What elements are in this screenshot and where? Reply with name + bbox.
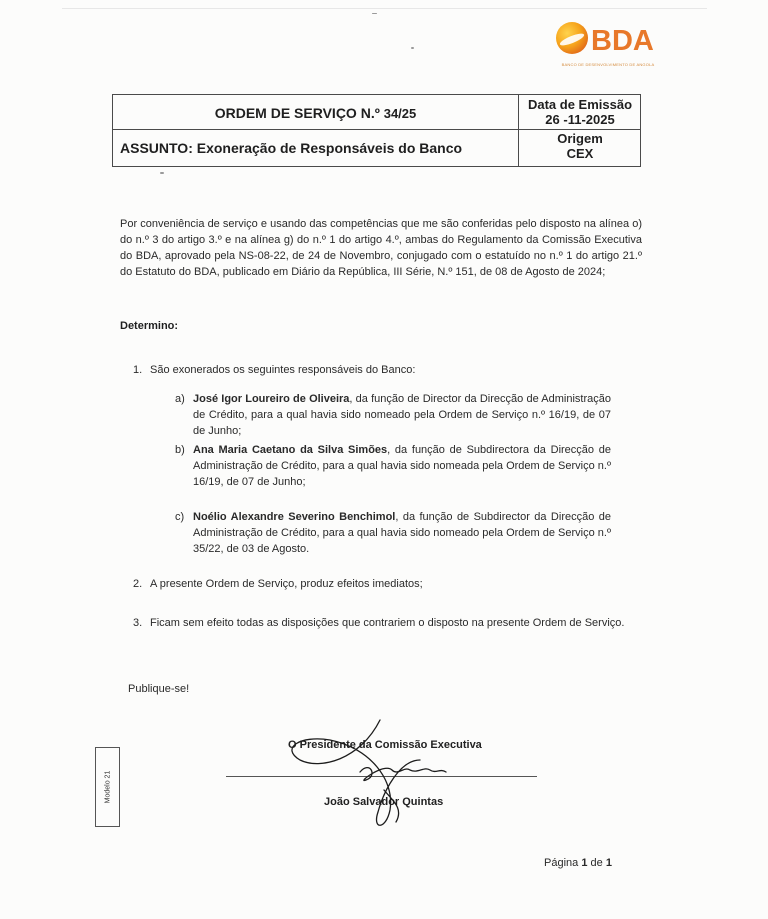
list-item-index: 3. xyxy=(133,617,143,629)
sub-item-name: Noélio Alexandre Severino Benchimol xyxy=(193,511,396,523)
determino-heading: Determino: xyxy=(120,320,179,332)
page-current: 1 xyxy=(581,857,588,869)
scan-speck xyxy=(411,47,414,49)
sub-item-letter: c) xyxy=(175,511,185,523)
sub-item-text: , da função de Subdirector da Direcção de Administração de Crédito, para a qual havia sido nomeado pela Ordem de Serviço n.º 35/22, de 03 de Agosto. xyxy=(193,511,611,555)
bda-logo-mark xyxy=(556,22,588,54)
sub-item-letter: b) xyxy=(175,444,185,456)
signatory-name: João Salvador Quintas xyxy=(324,796,444,808)
list-item xyxy=(133,362,415,378)
sub-item-name: Ana Maria Caetano da Silva Simões xyxy=(193,444,388,456)
list-item-index: 2. xyxy=(133,578,143,590)
top-edge-line xyxy=(62,8,707,9)
page-number xyxy=(544,857,612,869)
signatory-title: O Presidente da Comissão Executiva xyxy=(288,739,482,751)
origin-value: CEX xyxy=(566,146,594,161)
sub-item-letter: a) xyxy=(175,393,185,405)
intro-paragraph: Por conveniência de serviço e usando das competências que me são conferidas pelo disposto na alínea o) do n.º 3 do artigo 3.º e na alínea g) do n.º 1 do artigo 4.º, ambas do Regulamento da Comissão Executiva do BDA, aprovado pela NS-08-22, de 24 de Novembro, conjugado com o estatuído no n.º 1 do artigo 21.º do Estatuto do BDA, publicado em Diário da República, III Série, N.º 151, de 08 de Agosto de 2024; xyxy=(120,218,642,278)
order-title xyxy=(113,95,518,129)
sub-item-text: , da função de Director da Direcção de Administração de Crédito, para a qual havia sido nomeado pela Ordem de Serviço n.º 16/19, de 07 de Junho; xyxy=(193,393,611,437)
list-item xyxy=(133,615,624,631)
sub-item xyxy=(175,391,611,439)
header-table xyxy=(112,94,641,167)
list-item-text: Ficam sem efeito todas as disposições que contrariem o disposto na presente Ordem de Serviço. xyxy=(150,617,625,629)
list-item-index: 1. xyxy=(133,364,143,376)
page-of: de xyxy=(590,857,603,869)
list-item-text: São exonerados os seguintes responsáveis do Banco: xyxy=(150,364,416,376)
sub-item xyxy=(175,442,611,490)
signature-line xyxy=(226,776,537,777)
closing-text: Publique-se! xyxy=(128,683,190,695)
model-number: Modelo 21 xyxy=(104,770,111,804)
sub-item-text: , da função de Subdirectora da Direcção de Administração de Crédito, para a qual havia sido nomeada pela Ordem de Serviço n.º 16/19, de 07 de Junho; xyxy=(193,444,611,488)
bda-logo xyxy=(553,20,663,74)
page-total: 1 xyxy=(605,857,612,869)
order-title-prefix: ORDEM DE SERVIÇO N.º xyxy=(214,105,380,121)
list-item xyxy=(133,576,423,592)
scan-speck xyxy=(372,13,377,14)
page-label: Página xyxy=(544,857,579,869)
origin-cell xyxy=(519,131,641,161)
issue-date-cell xyxy=(519,97,641,127)
order-number: 34/25 xyxy=(383,106,417,121)
sub-item-name: José Igor Loureiro de Oliveira xyxy=(193,393,350,405)
bda-logo-tagline: BANCO DE DESENVOLVIMENTO DE ANGOLA xyxy=(561,62,655,67)
model-number-box xyxy=(95,747,120,827)
issue-date-label: Data de Emissão xyxy=(527,97,633,112)
origin-label: Origem xyxy=(557,131,603,146)
order-subject: ASSUNTO: Exoneração de Responsáveis do Banco xyxy=(120,140,463,156)
scan-speck xyxy=(160,172,164,174)
bda-logo-text: BDA xyxy=(591,25,654,57)
sub-item xyxy=(175,509,611,557)
list-item-text: A presente Ordem de Serviço, produz efeitos imediatos; xyxy=(150,578,423,590)
issue-date-value: 26 -11-2025 xyxy=(545,112,615,127)
